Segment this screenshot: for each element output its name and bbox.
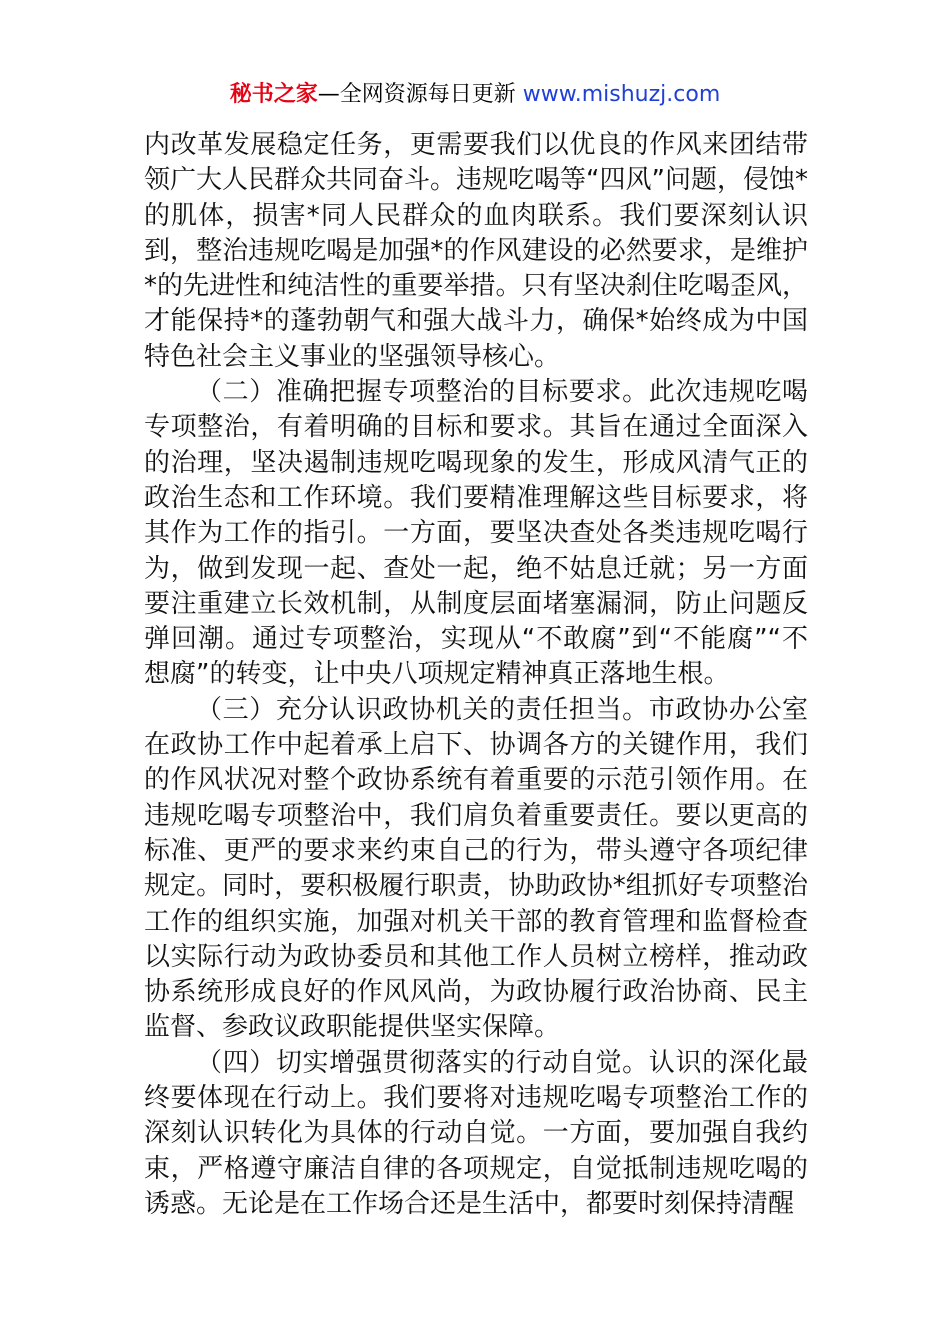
site-url-link[interactable]: www.mishuzj.com bbox=[522, 82, 721, 107]
site-header bbox=[0, 78, 950, 112]
paragraph-section-2: （二）准确把握专项整治的目标要求。此次违规吃喝专项整治，有着明确的目标和要求。其旨在通过全面深入的治理，坚决遏制违规吃喝现象的发生，形成风清气正的政治生态和工作环境。我们要精准理解这些目标要求，将其作为工作的指引。一方面，要坚决查处各类违规吃喝行为，做到发现一起、查处一起，绝不姑息迁就；另一方面要注重建立长效机制，从制度层面堵塞漏洞，防止问题反弹回潮。通过专项整治，实现从“不敢腐”到“不能腐”“不想腐”的转变，让中央八项规定精神真正落地生根。 bbox=[144, 377, 808, 690]
paragraph-section-3: （三）充分认识政协机关的责任担当。市政协办公室在政协工作中起着承上启下、协调各方的关键作用，我们的作风状况对整个政协系统有着重要的示范引领作用。在违规吃喝专项整治中，我们肩负着重要责任。要以更高的标准、更严的要求来约束自己的行为，带头遵守各项纪律规定。同时，要积极履行职责，协助政协*组抓好专项整治工作的组织实施，加强对机关干部的教育管理和监督检查以实际行动为政协委员和其他工作人员树立榜样，推动政协系统形成良好的作风风尚，为政协履行政治协商、民主监督、参政议政职能提供坚实保障。 bbox=[144, 694, 808, 1043]
document-body bbox=[144, 128, 808, 1222]
site-brand: 秘书之家 bbox=[229, 82, 318, 107]
paragraph-section-4: （四）切实增强贯彻落实的行动自觉。认识的深化最终要体现在行动上。我们要将对违规吃喝专项整治工作的深刻认识转化为具体的行动自觉。一方面，要加强自我约束，严格遵守廉洁自律的各项规定，自觉抵制违规吃喝的诱惑。无论是在工作场合还是生活中，都要时刻保持清醒 bbox=[144, 1047, 808, 1219]
site-tagline: —全网资源每日更新 bbox=[317, 82, 523, 107]
paragraph-continuation: 内改革发展稳定任务，更需要我们以优良的作风来团结带领广大人民群众共同奋斗。违规吃喝等“四风”问题，侵蚀*的肌体，损害*同人民群众的血肉联系。我们要深刻认识到，整治违规吃喝是加强*的作风建设的必然要求，是维护*的先进性和纯洁性的重要举措。只有坚决刹住吃喝歪风，才能保持*的蓬勃朝气和强大战斗力，确保*始终成为中国特色社会主义事业的坚强领导核心。 bbox=[144, 130, 808, 372]
